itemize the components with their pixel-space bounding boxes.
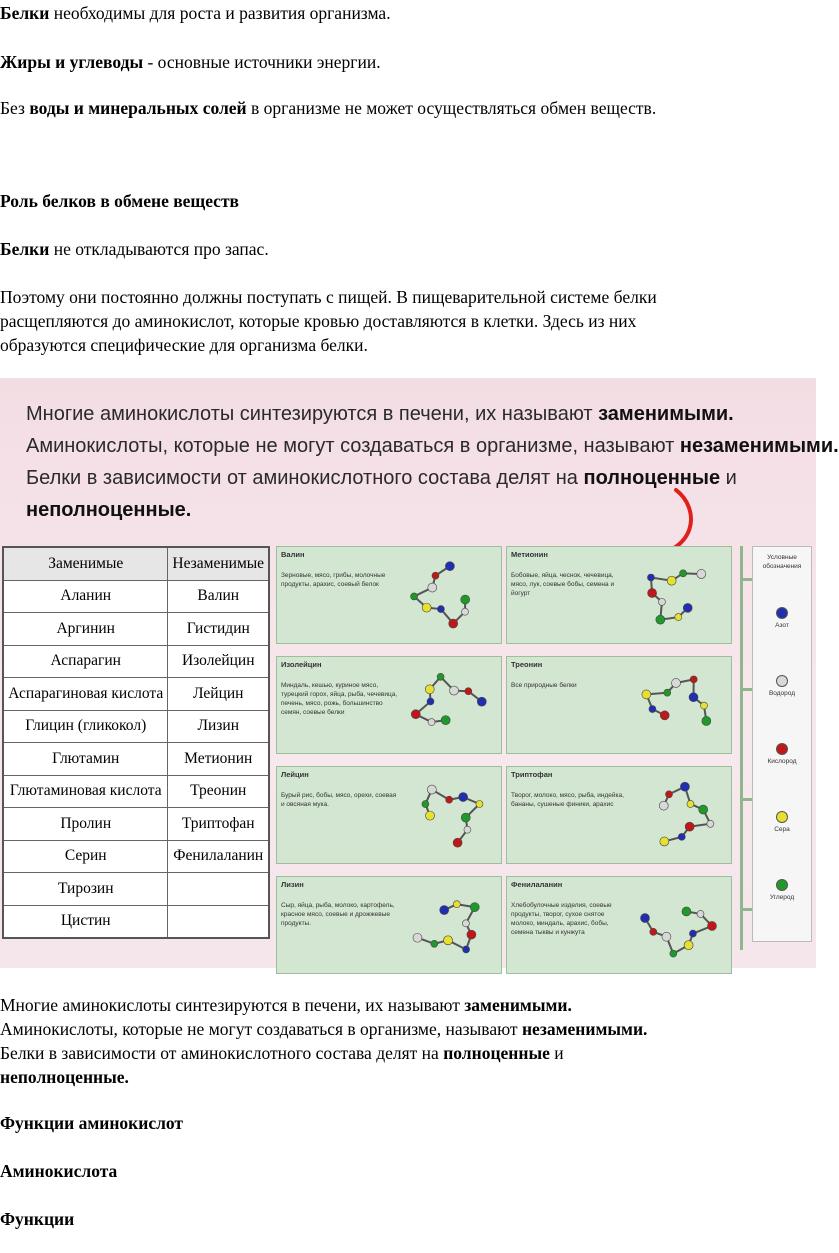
cell-essential: Изолейцин [168, 645, 269, 678]
panel-title: Валин [281, 550, 305, 559]
connector-line [743, 688, 752, 691]
legend-label: Водород [768, 690, 796, 697]
panel-description: Зерновые, мясо, грибы, молочные продукты, арахис, соевый белок [281, 572, 386, 588]
functions-heading: Функции аминокислот [0, 1113, 184, 1133]
paragraph-digestion-3: образуются специфические для организма белки. [0, 335, 368, 355]
panel-description: Хлебобулочные изделия, соевые продукты, творог, сухое снятое молоко, миндаль, арахис, бобы, семена тыквы и кунжута [511, 902, 612, 936]
amino-acid-panel [506, 876, 732, 974]
banner-line-4: неполноценные. [26, 499, 192, 521]
cell-replaceable: Пролин [3, 808, 168, 841]
cell-essential [168, 905, 269, 938]
connector-line [740, 546, 743, 950]
legend-label: Кислород [767, 758, 797, 765]
table-row [3, 645, 269, 678]
section-heading: Роль белков в обмене веществ [0, 191, 239, 211]
banner-line-2: Аминокислоты, которые не могут создаваться в организме, называют незаменимыми. [26, 435, 839, 457]
cell-replaceable: Глицин (гликокол) [3, 710, 168, 743]
amino-acid-panel [506, 766, 732, 864]
molecule-model-icon [625, 657, 731, 753]
table-header-replaceable: Заменимые [3, 547, 168, 580]
cell-replaceable: Глютаминовая кислота [3, 775, 168, 808]
banner-line-3: Белки в зависимости от аминокислотного состава делят на полноценные и [26, 467, 737, 489]
legend-item [753, 675, 811, 697]
cell-essential: Метионин [168, 743, 269, 776]
legend-item [753, 811, 811, 833]
table-row [3, 710, 269, 743]
legend-label: Азот [775, 622, 789, 629]
table-row [3, 808, 269, 841]
panel-description: Миндаль, кешью, куриное мясо, турецкий горох, яйца, рыба, чечевица, печень, мясо, рожь, большинство семян, соевые белки [281, 682, 398, 716]
table-row [3, 775, 269, 808]
panel-title: Изолейцин [281, 660, 322, 669]
panel-title: Триптофан [511, 770, 553, 779]
cell-essential: Триптофан [168, 808, 269, 841]
paragraph-storage: Белки не откладываются про запас. [0, 239, 269, 259]
panel-title: Метионин [511, 550, 548, 559]
legend-item [753, 879, 811, 901]
cell-replaceable: Цистин [3, 905, 168, 938]
molecule-model-icon [395, 657, 501, 753]
paragraph-proteins-growth: Белки необходимы для роста и развития организма. [0, 3, 391, 23]
cell-essential: Гистидин [168, 613, 269, 646]
cell-replaceable: Аланин [3, 580, 168, 613]
molecule-model-icon [625, 767, 731, 863]
cell-essential: Лизин [168, 710, 269, 743]
atom-dot-icon [776, 743, 788, 755]
table-row [3, 580, 269, 613]
panel-description: Творог, молоко, мясо, рыба, индейка, бананы, сушеные финики, арахис [511, 792, 624, 808]
cell-essential: Фенилаланин [168, 840, 269, 873]
cell-replaceable: Аспарагин [3, 645, 168, 678]
paragraph-water-salts: Без воды и минеральных солей в организме не может осуществляться обмен веществ. [0, 98, 657, 118]
atom-dot-icon [776, 879, 788, 891]
amino-acid-panel [276, 876, 502, 974]
cell-replaceable: Глютамин [3, 743, 168, 776]
legend-label: Сера [774, 826, 790, 833]
amino-acid-table [2, 546, 270, 939]
table-row [3, 840, 269, 873]
amino-acid-panel [276, 656, 502, 754]
bottom-line-3: Белки в зависимости от аминокислотного состава делят на полноценные и [0, 1043, 564, 1063]
table-row [3, 678, 269, 711]
column-label-amino-acid: Аминокислота [0, 1161, 118, 1181]
paragraph-digestion-1: Поэтому они постоянно должны поступать с пищей. В пищеварительной системе белки [0, 287, 657, 307]
cell-replaceable: Тирозин [3, 873, 168, 906]
table-row [3, 743, 269, 776]
table-row [3, 905, 269, 938]
cell-essential [168, 873, 269, 906]
legend [752, 546, 812, 942]
atom-dot-icon [776, 811, 788, 823]
cell-essential: Лейцин [168, 678, 269, 711]
amino-acid-panel [276, 766, 502, 864]
connector-line [743, 798, 752, 801]
molecule-model-icon [395, 877, 501, 973]
amino-acid-panel [276, 546, 502, 644]
panel-description: Сыр, яйца, рыба, молоко, картофель, красное мясо, соевые и дрожжевые продукты. [281, 902, 395, 927]
cell-replaceable: Аспарагиновая кислота [3, 678, 168, 711]
amino-acid-figure [0, 378, 839, 968]
connector-line [743, 908, 752, 911]
cell-essential: Треонин [168, 775, 269, 808]
legend-item [753, 743, 811, 765]
bottom-line-1: Многие аминокислоты синтезируются в печени, их называют заменимыми. [0, 995, 572, 1015]
cell-replaceable: Серин [3, 840, 168, 873]
panel-title: Треонин [511, 660, 543, 669]
figure-banner [26, 398, 839, 526]
table-header-essential: Незаменимые [168, 547, 269, 580]
panel-description: Все природные белки [511, 682, 577, 689]
molecule-model-icon [625, 547, 731, 643]
panel-description: Бурый рис, бобы, мясо, орехи, соевая и овсяная мука. [281, 792, 397, 808]
atom-dot-icon [776, 675, 788, 687]
panel-title: Лизин [281, 880, 304, 889]
atom-dot-icon [776, 607, 788, 619]
table-row [3, 613, 269, 646]
bottom-line-2: Аминокислоты, которые не могут создаваться в организме, называют незаменимыми. [0, 1019, 648, 1039]
amino-acid-panel [506, 656, 732, 754]
legend-item [753, 607, 811, 629]
molecule-model-icon [395, 547, 501, 643]
panel-title: Фенилаланин [511, 880, 563, 889]
molecule-model-icon [625, 877, 731, 973]
legend-title: Условные обозначения [762, 554, 802, 570]
cell-essential: Валин [168, 580, 269, 613]
panel-title: Лейцин [281, 770, 309, 779]
cell-replaceable: Аргинин [3, 613, 168, 646]
table-row [3, 873, 269, 906]
paragraph-digestion-2: расщепляются до аминокислот, которые кровью доставляются в клетки. Здесь из них [0, 311, 637, 331]
legend-label: Углерод [769, 894, 795, 901]
paragraph-fats-carbs: Жиры и углеводы - основные источники энергии. [0, 52, 381, 72]
panel-description: Бобовые, яйца, чеснок, чечевица, мясо, лук, соевые бобы, семена и йогурт [511, 572, 615, 597]
banner-line-1: Многие аминокислоты синтезируются в печени, их называют заменимыми. [26, 403, 734, 425]
connector-line [743, 578, 752, 581]
bottom-line-4: неполноценные. [0, 1067, 129, 1087]
amino-acid-panel [506, 546, 732, 644]
molecule-model-icon [395, 767, 501, 863]
column-label-functions: Функции [0, 1209, 75, 1229]
